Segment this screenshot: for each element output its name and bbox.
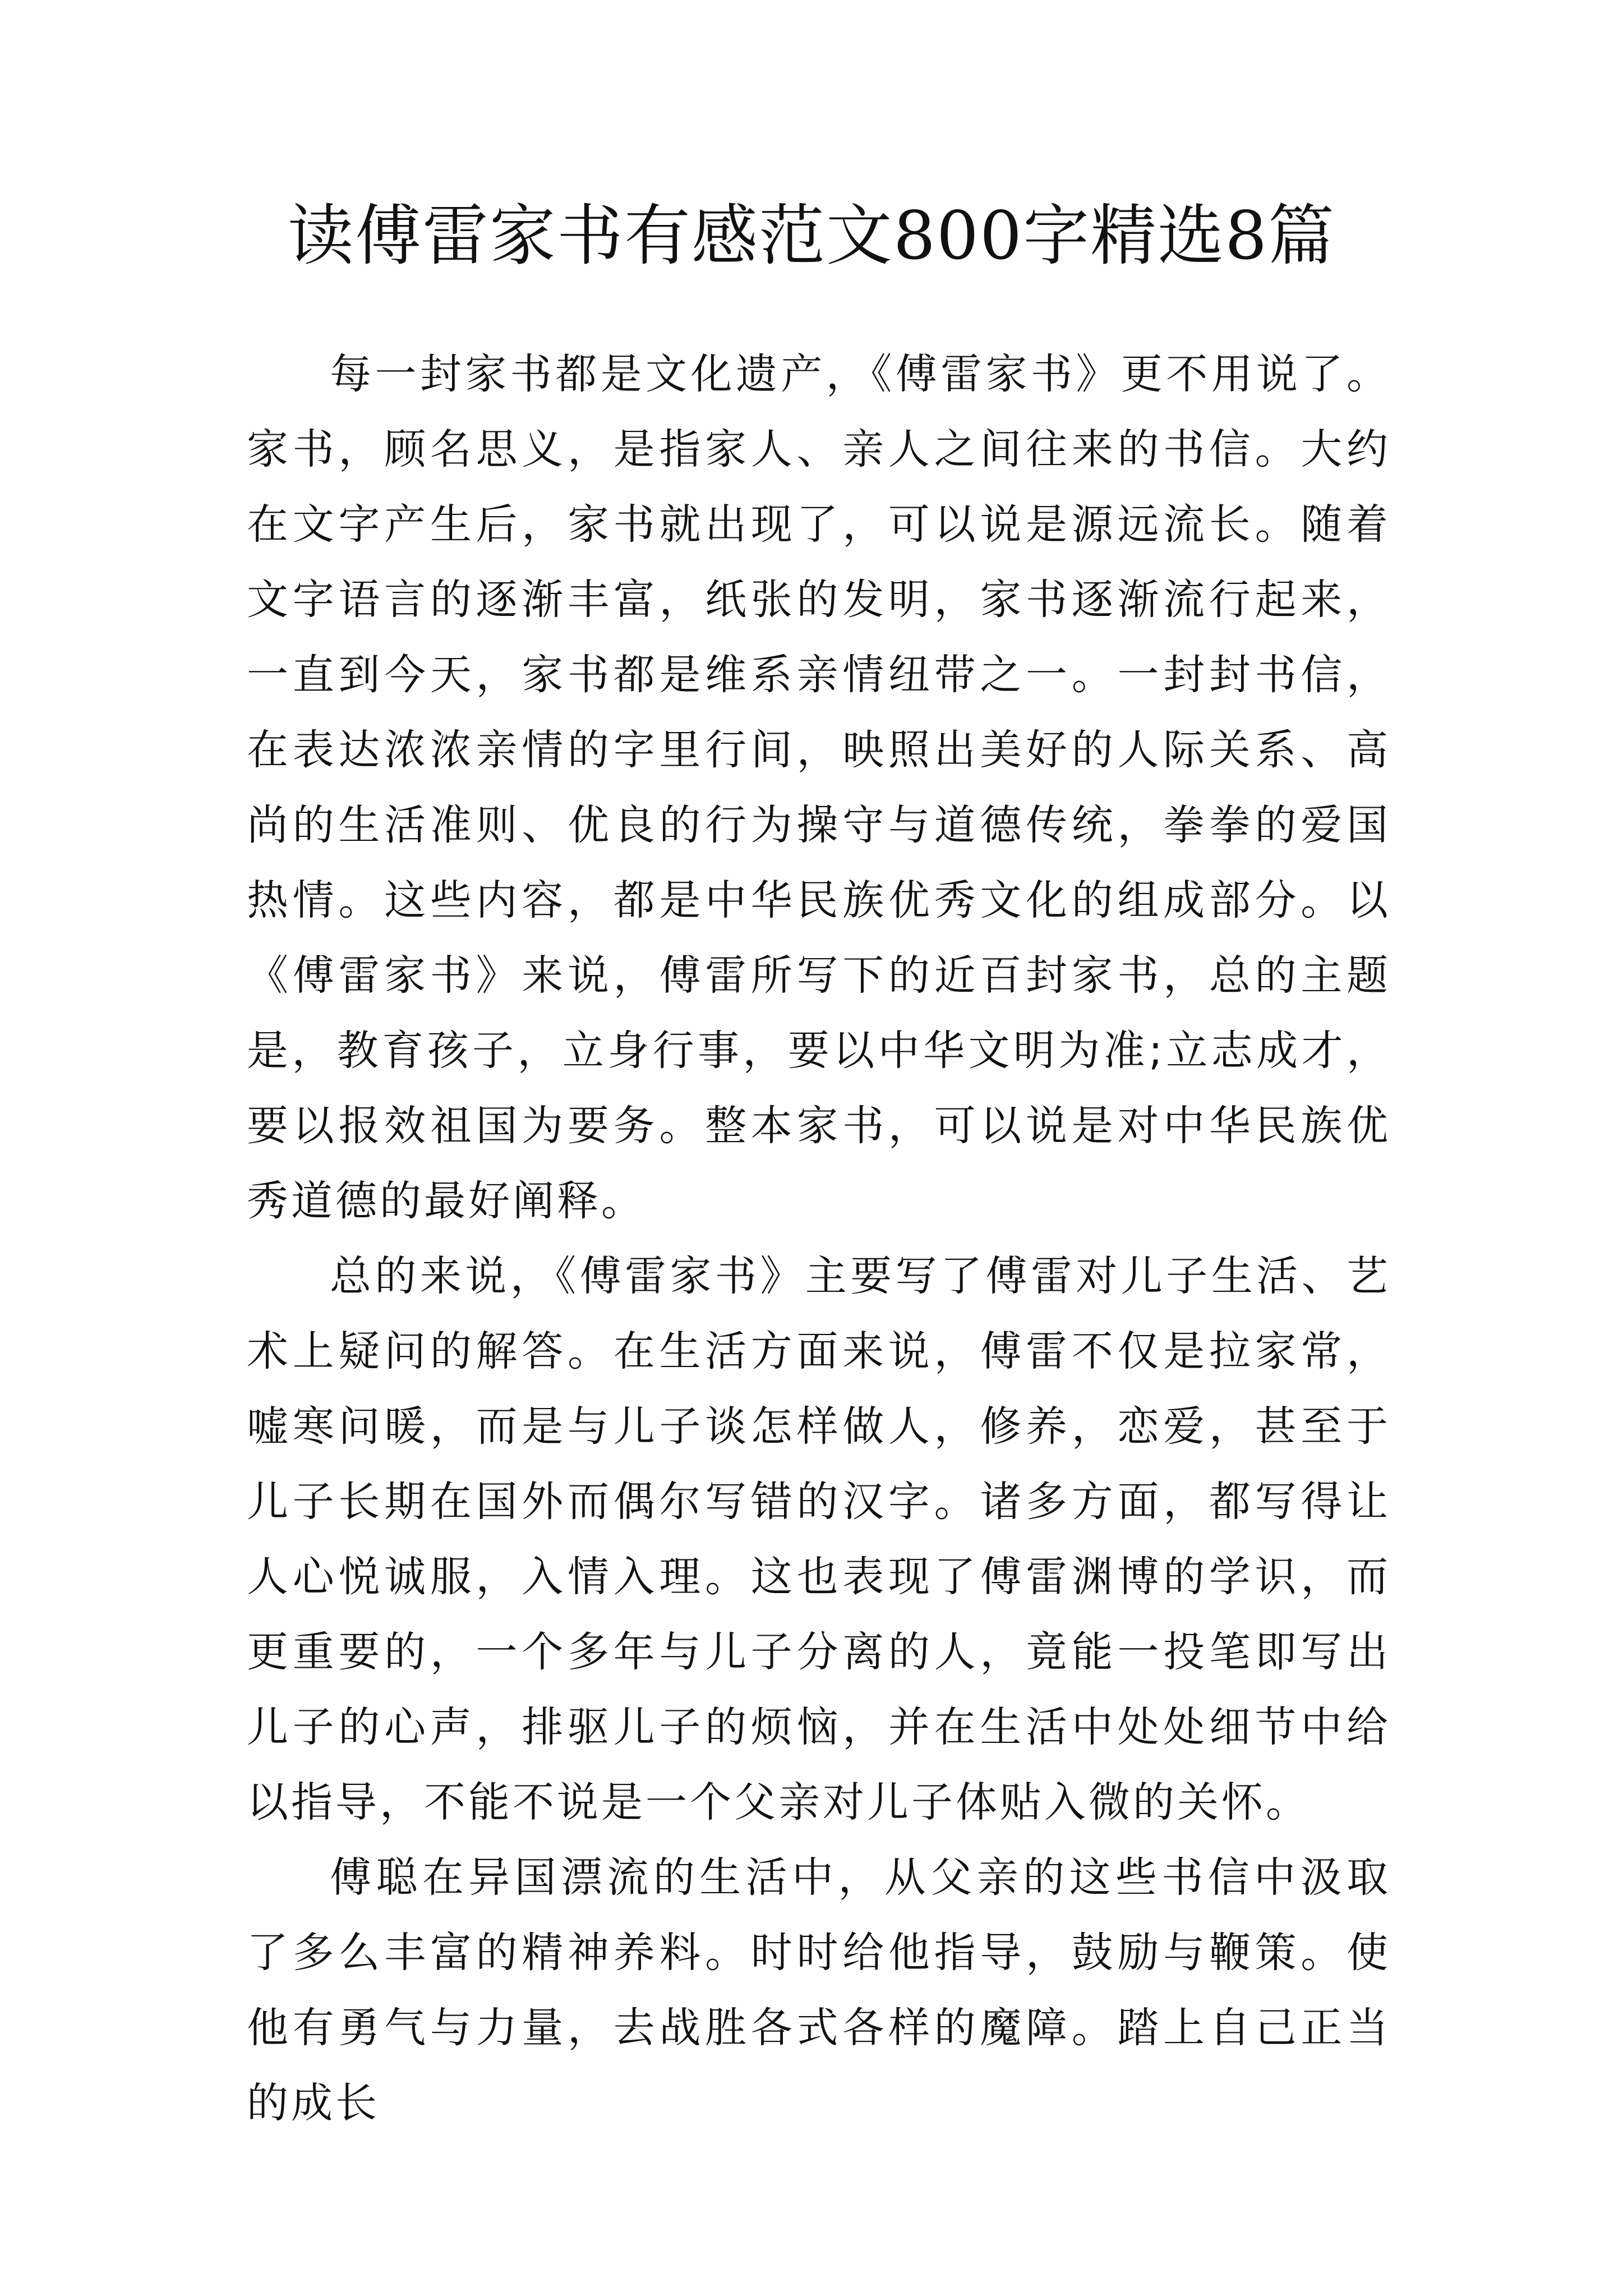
document-body <box>247 337 1391 2141</box>
paragraph-1: 每一封家书都是文化遗产，《傅雷家书》更不用说了。家书，顾名思义，是指家人、亲人之间往来的书信。大约在文字产生后，家书就出现了，可以说是源远流长。随着文字语言的逐渐丰富，纸张的发明，家书逐渐流行起来，一直到今天，家书都是维系亲情纽带之一。一封封书信，在表达浓浓亲情的字里行间，映照出美好的人际关系、高尚的生活准则、优良的行为操守与道德传统，拳拳的爱国热情。这些内容，都是中华民族优秀文化的组成部分。以《傅雷家书》来说，傅雷所写下的近百封家书，总的主题是，教育孩子，立身行事，要以中华文明为准;立志成才，要以报效祖国为要务。整本家书，可以说是对中华民族优秀道德的最好阐释。 <box>247 350 1391 1225</box>
document-title: 读傅雷家书有感范文800字精选8篇 <box>287 197 1336 274</box>
paragraph-2: 总的来说，《傅雷家书》主要写了傅雷对儿子生活、艺术上疑问的解答。在生活方面来说，傅雷不仅是拉家常，嘘寒问暖，而是与儿子谈怎样做人，修养，恋爱，甚至于儿子长期在国外而偶尔写错的汉字。诸多方面，都写得让人心悦诚服，入情入理。这也表现了傅雷渊博的学识，而更重要的，一个多年与儿子分离的人，竟能一投笔即写出儿子的心声，排驱儿子的烦恼，并在生活中处处细节中给以指导，不能不说是一个父亲对儿子体贴入微的关怀。 <box>247 1252 1391 1826</box>
paragraph-3: 傅聪在异国漂流的生活中，从父亲的这些书信中汲取了多么丰富的精神养料。时时给他指导，鼓励与鞭策。使他有勇气与力量，去战胜各式各样的魔障。踏上自己正当的成长 <box>247 1853 1391 2127</box>
